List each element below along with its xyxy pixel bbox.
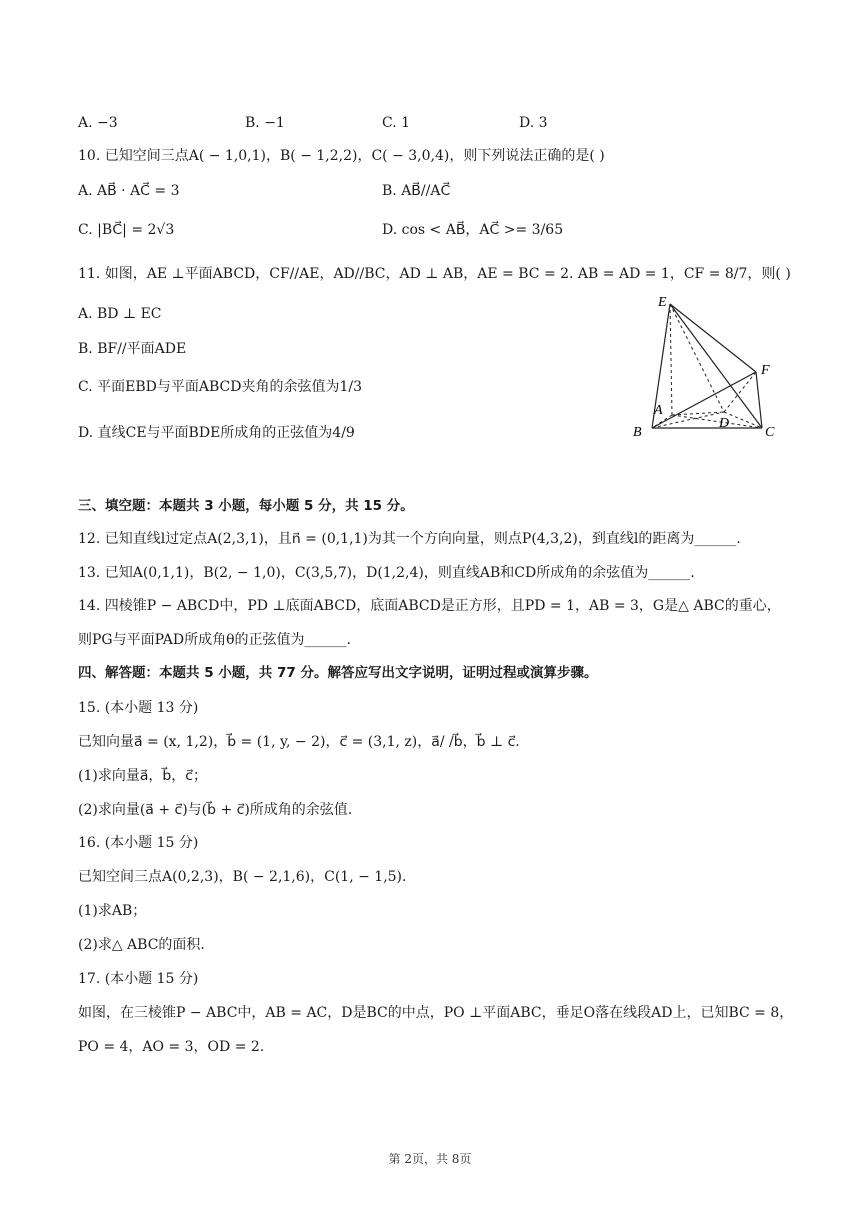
q11-figure-label-a: A [654,403,663,418]
q17-line-1: 如图，在三棱锥P − ABC中，AB = AC，D是BC的中点，PO ⊥平面ABC，垂足O落在线段AD上，已知BC = 8， [78,1005,794,1021]
q16-heading: 16. (本小题 15 分) [78,835,199,851]
q10-option-d: D. cos < AB⃗，AC⃗ >= 3/65 [382,222,564,238]
q11-option-d: D. 直线CE与平面BDE所成角的正弦值为4/9 [78,425,355,441]
q11-figure-label-d: D [719,416,730,431]
q10-option-b: B. AB⃗//AC⃗ [382,183,451,199]
q10-option-c: C. |BC⃗| = 2√3 [78,222,175,238]
q11-figure-label-c: C [765,425,775,440]
section-3-heading: 三、填空题：本题共 3 小题，每小题 5 分，共 15 分。 [78,498,414,514]
q15-heading: 15. (本小题 13 分) [78,700,199,716]
q16-given: 已知空间三点A(0,2,3)，B( − 2,1,6)，C(1, − 1,5). [78,869,407,885]
q11-option-b: B. BF//平面ADE [78,341,187,357]
q16-part-2: (2)求△ ABC的面积. [78,937,205,953]
q9-option-c: C. 1 [382,115,411,131]
q9-option-a: A. −3 [78,115,118,131]
q12-text: 12. 已知直线l过定点A(2,3,1)，且n⃗ = (0,1,1)为其一个方向向量，则点P(4,3,2)，到直线l的距离为______. [78,531,741,547]
q9-option-d: D. 3 [519,115,548,131]
q17-line-2: PO = 4，AO = 3，OD = 2. [78,1039,265,1055]
q10-option-a: A. AB⃗ · AC⃗ = 3 [78,183,180,199]
q16-part-1: (1)求AB； [78,903,147,919]
q10-stem: 10. 已知空间三点A( − 1,0,1)，B( − 1,2,2)，C( − 3,0,4)，则下列说法正确的是( ) [78,148,605,164]
q14-line-1: 14. 四棱锥P − ABCD中，PD ⊥底面ABCD，底面ABCD是正方形，且PD = 1，AB = 3，G是△ ABC的重心， [78,598,781,614]
q15-part-1: (1)求向量a⃗，b⃗，c⃗； [78,768,207,784]
page-footer: 第 2页，共 8页 [388,1152,472,1166]
q15-given: 已知向量a⃗ = (x, 1,2)，b⃗ = (1, y, − 2)，c⃗ = (3,1, z)，a⃗/ /b⃗，b⃗ ⊥ c⃗. [78,734,520,750]
q17-heading: 17. (本小题 15 分) [78,971,199,987]
q11-figure-label-b: B [633,425,642,440]
q11-figure-label-f: F [761,363,770,378]
q11-option-a: A. BD ⊥ EC [78,306,162,322]
section-4-heading: 四、解答题：本题共 5 小题，共 77 分。解答应写出文字说明，证明过程或演算步骤。 [78,665,598,681]
q13-text: 13. 已知A(0,1,1)，B(2, − 1,0)，C(3,5,7)，D(1,2,4)，则直线AB和CD所成角的余弦值为______. [78,565,695,581]
q11-figure-label-e: E [658,295,667,310]
q11-option-c: C. 平面EBD与平面ABCD夹角的余弦值为1/3 [78,379,362,395]
q14-line-2: 则PG与平面PAD所成角θ的正弦值为______. [78,632,351,648]
q15-part-2: (2)求向量(a⃗ + c⃗)与(b⃗ + c⃗)所成角的余弦值. [78,802,353,818]
q9-option-b: B. −1 [245,115,285,131]
q11-stem: 11. 如图，AE ⊥平面ABCD，CF//AE，AD//BC，AD ⊥ AB，AE = BC = 2. AB = AD = 1，CF = 8/7，则( ) [78,266,791,282]
q11-figure [628,290,788,450]
